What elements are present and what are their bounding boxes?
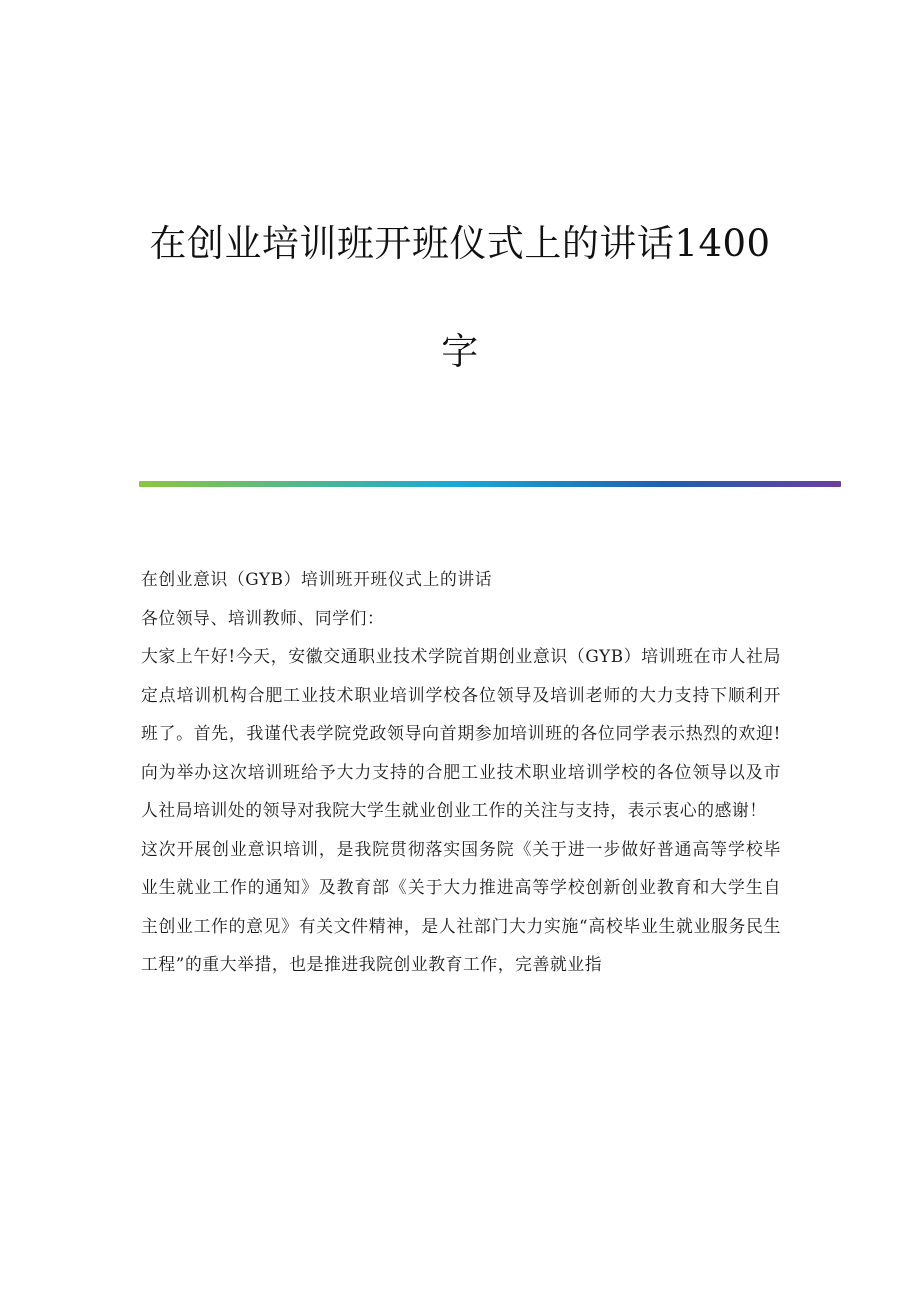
document-title — [130, 190, 790, 406]
paragraph-salutation: 各位领导、培训教师、同学们： — [141, 607, 385, 628]
paragraph-purpose: 这次开展创业意识培训，是我院贯彻落实国务院《关于进一步做好普通高等学校毕业生就业工作的通知》及教育部《关于大力推进高等学校创新创业教育和大学生自主创业工作的意见》有关文件精神，是人社部门大力实施“高校毕业生就业服务民生工程”的重大举措，也是推进我院创业教育工作，完善就业指 — [141, 838, 781, 974]
paragraph-welcome: 大家上午好!今天，安徽交通职业技术学院首期创业意识（GYB）培训班在市人社局定点培训机构合肥工业技术职业培训学校各位领导及培训老师的大力支持下顺利开班了。首先，我谨代表学院党政领导向首期参加培训班的各位同学表示热烈的欢迎!向为举办这次培训班给予大力支持的合肥工业技术职业培训学校的各位领导以及市人社局培训处的领导对我院大学生就业创业工作的关注与支持，表示衷心的感谢！ — [141, 646, 781, 820]
paragraph-heading: 在创业意识（GYB）培训班开班仪式上的讲话 — [141, 569, 493, 589]
title-line-2: 字 — [441, 330, 479, 373]
title-gradient-rule — [139, 481, 841, 487]
title-line-1: 在创业培训班开班仪式上的讲话1400 — [149, 222, 771, 265]
document-body — [141, 560, 781, 984]
